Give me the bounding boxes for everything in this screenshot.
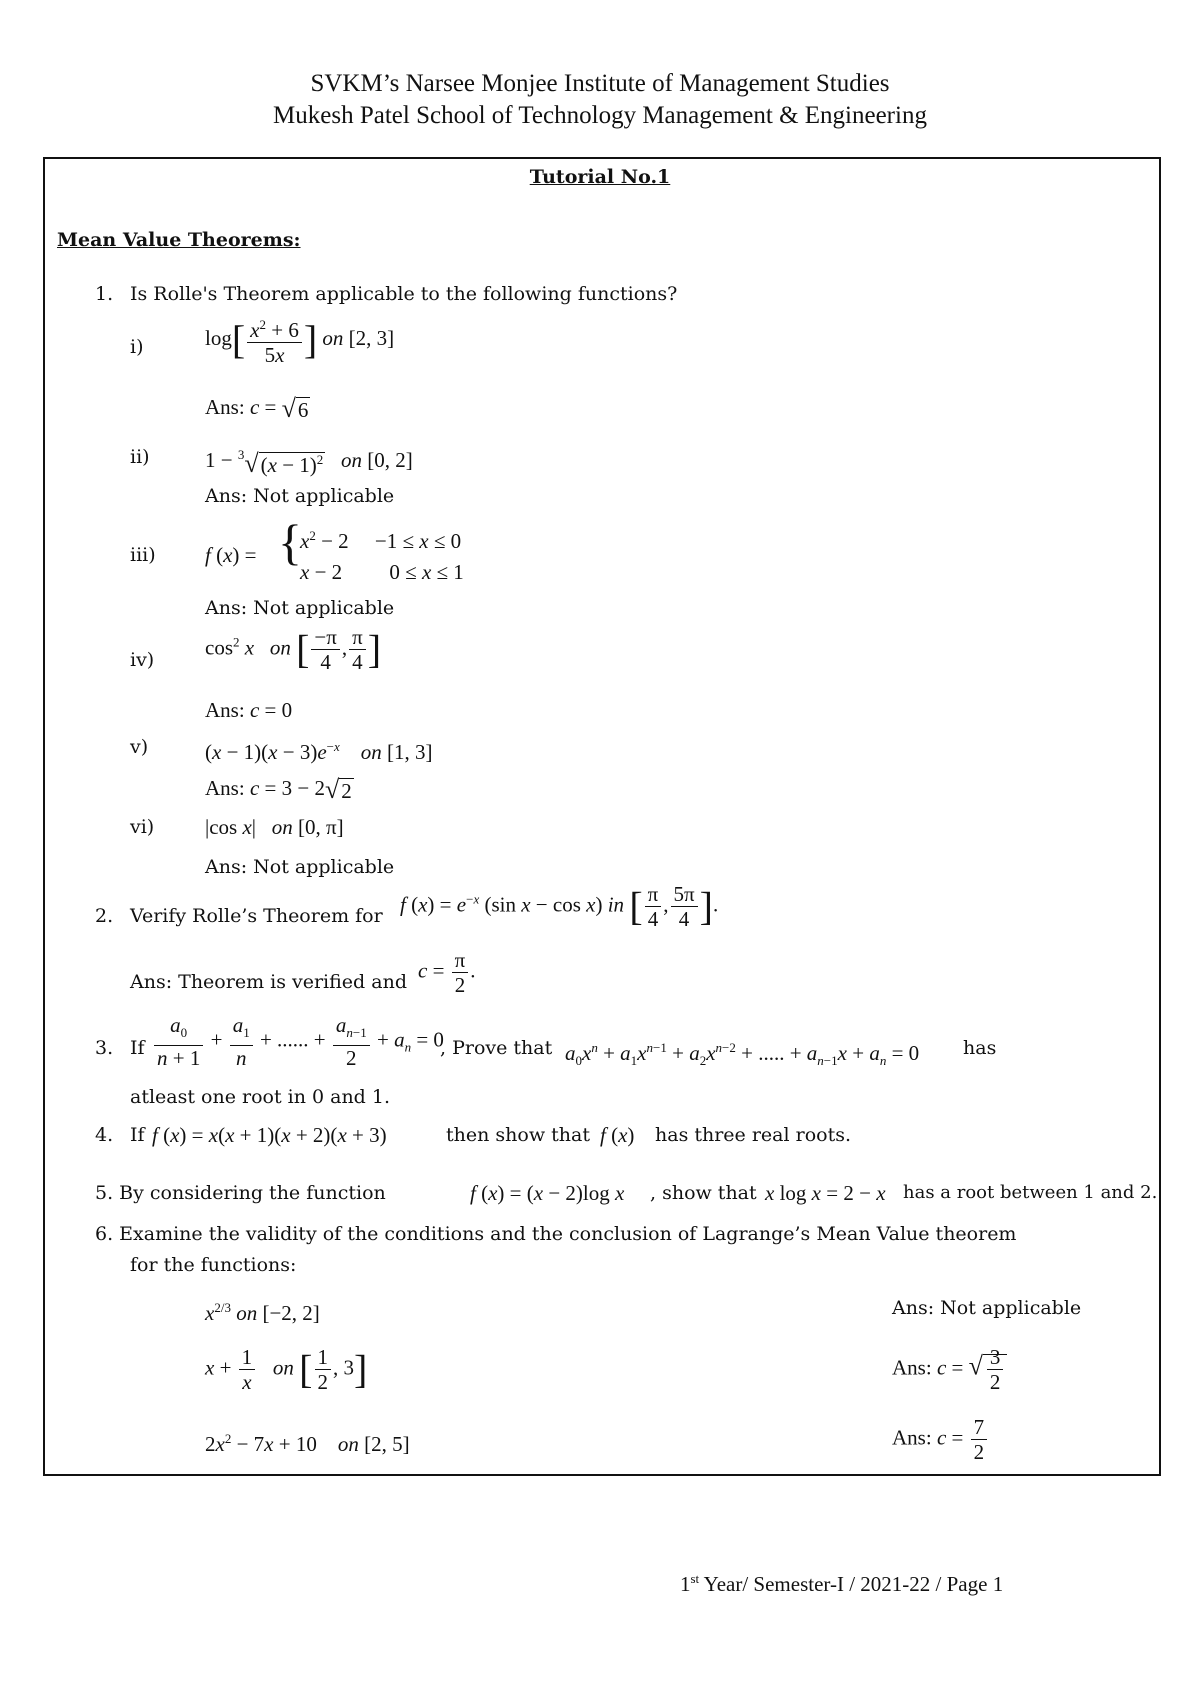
q3-polynomial: $a_0x^n + a_1x^{n-1} + a_2x^{n-2}$ + ..... + $a_{n-1}x + a_n = 0$ [565, 1040, 920, 1069]
q1-iii-case2: x − 2 0 ≤ x ≤ 1 [300, 560, 464, 584]
q6-ans2: Ans: c = √ $\frac{3}{2}$ [892, 1345, 1007, 1394]
footer-rest: Year/ Semester-I / 2021-22 / Page 1 [699, 1572, 1004, 1596]
q1-text: Is Rolle's Theorem applicable to the following functions? [130, 283, 678, 305]
q1-iv-answer: Ans: c = 0 [205, 698, 293, 722]
q1-v-ans-label: Ans: [205, 776, 245, 800]
institute-name: SVKM’s Narsee Monjee Institute of Management Studies [310, 70, 890, 97]
q6-f3: $2x^2 - 7x + 10$ on [2, 5] [205, 1431, 410, 1456]
q6-ans3-label: Ans: [892, 1425, 932, 1450]
q1-v-answer: Ans: c = 3 − 2√2 [205, 774, 352, 804]
footer-year-sup: st [690, 1571, 700, 1586]
q1-i-formula: log[ $\frac{x^2 + 6}{5x}$ ] on [2, 3] [205, 313, 394, 367]
q1-vi-label: vi) [130, 816, 155, 838]
q4-number: 4. [95, 1124, 114, 1146]
q5-equation: x log x = 2 − x [765, 1181, 886, 1205]
q4-suffix: has three real roots. [655, 1124, 851, 1146]
q1-iii-answer: Ans: Not applicable [205, 597, 395, 619]
q5-text1: 5. By considering the function [95, 1182, 386, 1204]
q3-mid: , Prove that [440, 1037, 553, 1059]
q1-iii-formula-lhs: f (x) = [205, 543, 257, 567]
q6-line2: for the functions: [130, 1254, 297, 1276]
q6-ans1: Ans: Not applicable [892, 1297, 1082, 1319]
q4-fx: f (x) [600, 1123, 635, 1147]
q2-answer-formula: c = $\frac{\pi}{2}$ . [418, 948, 476, 997]
q6-line1: 6. Examine the validity of the conditions and the conclusion of Lagrange’s Mean Value theorem [95, 1223, 1017, 1245]
q3-number: 3. [95, 1037, 114, 1059]
q5-function: f (x) = (x − 2)log x [470, 1181, 625, 1205]
q3-suffix: has [963, 1037, 997, 1059]
q1-ii-formula: $1 - ^3√(x - 1)^2$ on [0, 2] [205, 447, 413, 478]
q1-vi-formula: |cos x| on [0, π] [205, 815, 344, 839]
q5-text3: has a root between 1 and 2. [903, 1182, 1158, 1203]
q6-f1: $x^{2/3}$ on [−2, 2] [205, 1300, 320, 1325]
q1-i-ans-label: Ans: [205, 395, 245, 419]
q3-line2: atleast one root in 0 and 1. [130, 1086, 391, 1108]
footer-year-num: 1 [680, 1572, 691, 1596]
q1-iv-ans-label: Ans: [205, 698, 245, 722]
q5-text2: , show that [650, 1182, 757, 1204]
q4-mid: then show that [446, 1124, 590, 1146]
school-name: Mukesh Patel School of Technology Management & Engineering [273, 102, 927, 129]
q1-iii-label: iii) [130, 544, 156, 566]
q1-iv-label: iv) [130, 649, 155, 671]
q1-number: 1. [95, 283, 114, 305]
q2-formula: f $(x) = e^{-x}$ (sin x − cos x) in [ $\frac{\pi}{4}$ , $\frac{5\pi}{4}$ ]. [400, 882, 719, 931]
q1-i-answer: Ans: c = √6 [205, 393, 309, 423]
q2-number: 2. [95, 905, 114, 927]
section-heading: Mean Value Theorems: [57, 229, 301, 251]
q1-iii-case1: $x^2 - 2$ −1 ≤ x ≤ 0 [300, 528, 462, 553]
q2-text: Verify Rolle’s Theorem for [130, 905, 383, 927]
q1-ii-answer: Ans: Not applicable [205, 485, 395, 507]
q6-ans2-label: Ans: [892, 1355, 932, 1380]
q1-i-label: i) [130, 336, 144, 358]
q1-v-label: v) [130, 736, 149, 758]
page-footer [680, 1571, 1003, 1597]
q1-ii-label: ii) [130, 446, 150, 468]
tutorial-title: Tutorial No.1 [529, 166, 671, 188]
q2-answer-text: Ans: Theorem is verified and [130, 971, 407, 993]
q1-vi-answer: Ans: Not applicable [205, 856, 395, 878]
q6-ans3: Ans: c = $\frac{7}{2}$ [892, 1415, 989, 1464]
q3-prefix: If [130, 1037, 145, 1059]
q3-condition: $\frac{a_0}{n + 1}$ + $\frac{a_1}{n}$ + ...... + $\frac{a_{n-1}}{2}$ + $a_n = 0$ [152, 1013, 444, 1070]
q4-prefix: If [130, 1124, 145, 1146]
q6-f2: x + $\frac{1}{x}$ on [ $\frac{1}{2}$ , 3] [205, 1345, 368, 1394]
q1-iii-brace: { [278, 514, 302, 570]
q1-v-formula: $(x - 1)(x - 3)e^{-x}$ on [1, 3] [205, 739, 433, 764]
q1-iv-formula: $\cos^2 x$ on [ $\frac{-\pi}{4}$ , $\frac{\pi}{4}$ ] [205, 625, 382, 674]
q4-function: f (x) = x(x + 1)(x + 2)(x + 3) [152, 1123, 387, 1147]
